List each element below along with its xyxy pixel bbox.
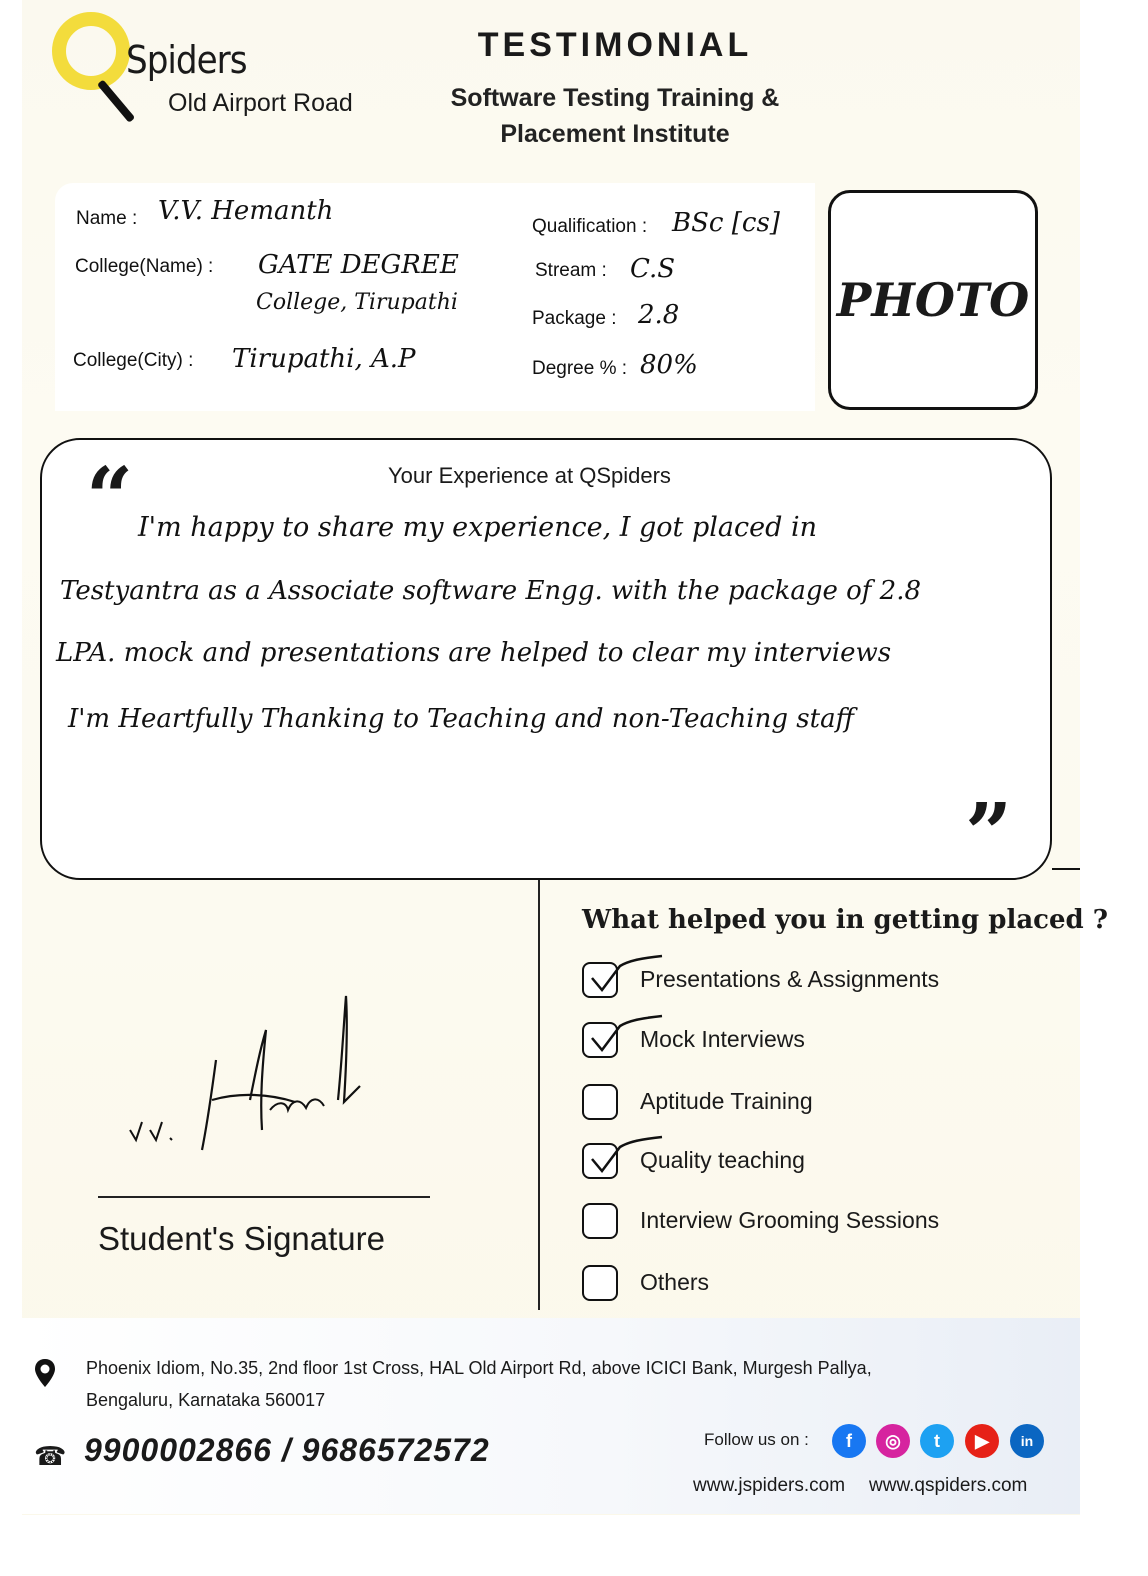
checkbox-unchecked[interactable]: [582, 1265, 618, 1301]
subtitle-line-1: Software Testing Training &: [450, 84, 780, 112]
college-city-label: College(City) :: [73, 350, 194, 371]
checkbox-unchecked[interactable]: [582, 1203, 618, 1239]
stream-value: C.S: [630, 254, 676, 284]
college-name-label: College(Name) :: [75, 256, 214, 277]
phone-icon: ☎: [34, 1441, 67, 1471]
experience-line: I'm happy to share my experience, I got placed in: [138, 512, 817, 543]
experience-line: Testyantra as a Associate software Engg. with the package of 2.8: [60, 576, 922, 606]
youtube-icon[interactable]: ▶: [965, 1424, 999, 1458]
photo-box: [828, 190, 1038, 410]
page-subtitle: [410, 80, 820, 152]
twitter-icon[interactable]: t: [920, 1424, 954, 1458]
degree-percent-value: 80%: [640, 350, 698, 380]
checklist-item-label: Others: [640, 1269, 710, 1295]
college-name-value-line1: GATE DEGREE: [258, 250, 459, 280]
checkbox-unchecked[interactable]: [582, 1084, 618, 1120]
follow-us-label: Follow us on :: [704, 1430, 809, 1449]
checklist-item-label: Aptitude Training: [640, 1088, 813, 1114]
instagram-icon[interactable]: ◎: [876, 1424, 910, 1458]
facebook-icon[interactable]: f: [832, 1424, 866, 1458]
photo-label: PHOTO: [836, 273, 1030, 327]
subtitle-line-2: Placement Institute: [500, 120, 730, 148]
checklist-item-label: Mock Interviews: [640, 1026, 805, 1052]
location-pin-icon: [34, 1358, 56, 1388]
branch-name: Old Airport Road: [168, 89, 353, 117]
address: [86, 1352, 872, 1416]
brand-name: Spiders: [126, 38, 247, 82]
address-line-2: Bengaluru, Karnataka 560017: [86, 1390, 326, 1410]
qualification-value: BSc [cs]: [672, 208, 780, 238]
address-line-1: Phoenix Idiom, No.35, 2nd floor 1st Cross, HAL Old Airport Rd, above ICICI Bank, Murgesh Pallya,: [86, 1358, 872, 1378]
section-divider: [538, 880, 540, 1310]
linkedin-icon[interactable]: in: [1010, 1424, 1044, 1458]
phone-numbers: 9900002866 / 9686572572: [84, 1432, 490, 1468]
college-name-value-line2: College, Tirupathi: [256, 290, 458, 315]
experience-line: I'm Heartfully Thanking to Teaching and non-Teaching staff: [68, 704, 854, 734]
qspiders-logo-ring: [52, 12, 130, 90]
signature-line: [98, 1196, 430, 1198]
package-label: Package :: [532, 308, 617, 329]
student-signature: [120, 990, 380, 1160]
experience-title: Your Experience at QSpiders: [388, 463, 671, 488]
website-link-jspiders[interactable]: www.jspiders.com: [693, 1475, 846, 1496]
checklist-title: What helped you in getting placed ?: [582, 905, 1109, 935]
name-value: V.V. Hemanth: [158, 196, 334, 226]
stream-label: Stream :: [535, 260, 607, 281]
signature-label: Student's Signature: [98, 1220, 385, 1257]
checklist-item-label: Quality teaching: [640, 1147, 805, 1173]
package-value: 2.8: [638, 300, 680, 330]
qualification-label: Qualification :: [532, 216, 648, 237]
experience-box-divider: [1052, 868, 1080, 870]
degree-percent-label: Degree % :: [532, 358, 628, 379]
checklist-item-label: Presentations & Assignments: [640, 966, 940, 992]
open-quote-icon: “: [86, 450, 134, 546]
page-title: TESTIMONIAL: [477, 26, 753, 64]
college-city-value: Tirupathi, A.P: [232, 344, 416, 374]
close-quote-icon: ”: [965, 786, 1013, 882]
name-label: Name :: [76, 208, 138, 229]
experience-line: LPA. mock and presentations are helped to clear my interviews: [56, 638, 892, 668]
checklist-item-label: Interview Grooming Sessions: [640, 1207, 940, 1233]
website-link-qspiders[interactable]: www.qspiders.com: [869, 1475, 1028, 1496]
